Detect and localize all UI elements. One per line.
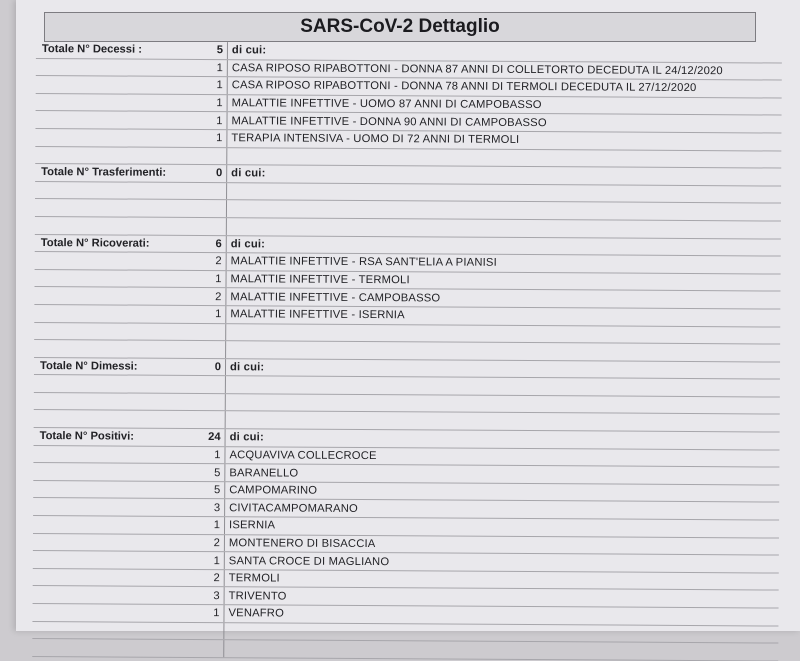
section-dicui: di cui: <box>231 167 266 180</box>
detail-table <box>32 41 782 661</box>
item-description: TERMOLI <box>228 572 280 585</box>
item-description: CAMPOMARINO <box>229 484 318 497</box>
item-count: 5 <box>193 464 225 481</box>
item-description: VENAFRO <box>228 607 285 620</box>
section-total: 0 <box>194 359 226 376</box>
section-label: Totale N° Dimessi: <box>39 360 138 373</box>
item-count: 2 <box>193 570 225 587</box>
section-label: Totale N° Ricoverati: <box>40 236 150 250</box>
item-count: 2 <box>193 535 225 552</box>
section-dicui: di cui: <box>231 44 267 57</box>
empty-label-cell <box>33 472 193 473</box>
item-count: 5 <box>193 482 225 499</box>
item-count: 3 <box>193 587 225 604</box>
empty-label-cell <box>33 560 193 561</box>
item-count: 2 <box>195 253 227 270</box>
item-count: 1 <box>194 306 226 323</box>
empty-label-cell <box>33 524 193 525</box>
item-count: 1 <box>193 447 225 464</box>
section-dicui: di cui: <box>229 361 265 374</box>
item-description: ISERNIA <box>229 519 276 532</box>
empty-label-cell <box>35 260 195 261</box>
item-count: 1 <box>192 605 224 622</box>
empty-label-cell <box>35 137 195 138</box>
empty-label-cell <box>33 595 193 596</box>
empty-label-cell <box>36 84 196 85</box>
item-count: 1 <box>196 60 228 77</box>
item-description: ACQUAVIVA COLLECROCE <box>229 449 377 463</box>
item-description: CIVITACAMPOMARANO <box>229 501 358 515</box>
item-description: MALATTIE INFETTIVE - TERMOLI <box>230 273 410 287</box>
item-count: 1 <box>193 517 225 534</box>
section-dicui: di cui: <box>230 238 266 251</box>
item-description: SANTA CROCE DI MAGLIANO <box>228 554 390 568</box>
item-description: MALATTIE INFETTIVE - DONNA 90 ANNI DI CAMPOBASSO <box>231 114 547 129</box>
section-dicui: di cui: <box>229 431 264 444</box>
empty-label-cell <box>33 577 193 578</box>
empty-label-cell <box>34 296 194 297</box>
item-description: TERAPIA INTENSIVA - UOMO DI 72 ANNI DI TERMOLI <box>231 132 520 147</box>
item-count: 3 <box>193 499 225 516</box>
section-label: Totale N° Trasferimenti: <box>41 166 167 180</box>
item-description: CASA RIPOSO RIPABOTTONI - DONNA 87 ANNI DI COLLETORTO DECEDUTA IL 24/12/2020 <box>231 62 723 78</box>
item-count: 1 <box>195 112 227 129</box>
empty-label-cell <box>33 612 193 613</box>
blank-row <box>32 639 778 661</box>
section-label: Totale N° Positivi: <box>39 430 135 443</box>
section-total: 6 <box>195 236 227 253</box>
item-description: MALATTIE INFETTIVE - ISERNIA <box>230 308 405 322</box>
item-description: CASA RIPOSO RIPABOTTONI - DONNA 78 ANNI DI TERMOLI DECEDUTA IL 27/12/2020 <box>231 79 697 95</box>
item-description: MONTENERO DI BISACCIA <box>228 537 376 551</box>
empty-label-cell <box>34 313 194 314</box>
document-title: SARS-CoV-2 Dettaglio <box>44 12 756 42</box>
item-description: TRIVENTO <box>228 589 287 603</box>
item-count: 1 <box>196 77 228 94</box>
item-description: MALATTIE INFETTIVE - RSA SANT'ELIA A PIANISI <box>230 255 497 270</box>
empty-label-cell <box>33 489 193 490</box>
empty-label-cell <box>35 278 195 279</box>
section-label: Totale N° Decessi : <box>41 43 142 56</box>
section-total: 24 <box>194 429 226 446</box>
item-count: 1 <box>195 130 227 147</box>
item-description: MALATTIE INFETTIVE - CAMPOBASSO <box>230 290 441 305</box>
empty-label-cell <box>33 507 193 508</box>
empty-label-cell <box>36 102 196 103</box>
empty-label-cell <box>33 454 193 455</box>
empty-label-cell <box>36 120 196 121</box>
item-count: 1 <box>196 95 228 112</box>
empty-label-cell <box>36 67 196 68</box>
item-description: MALATTIE INFETTIVE - UOMO 87 ANNI DI CAMPOBASSO <box>231 97 542 112</box>
item-count: 2 <box>194 288 226 305</box>
item-count: 1 <box>193 552 225 569</box>
section-total: 5 <box>196 42 228 59</box>
item-count: 1 <box>194 271 226 288</box>
empty-label-cell <box>33 542 193 543</box>
item-description: BARANELLO <box>229 466 299 480</box>
section-total: 0 <box>195 165 227 182</box>
